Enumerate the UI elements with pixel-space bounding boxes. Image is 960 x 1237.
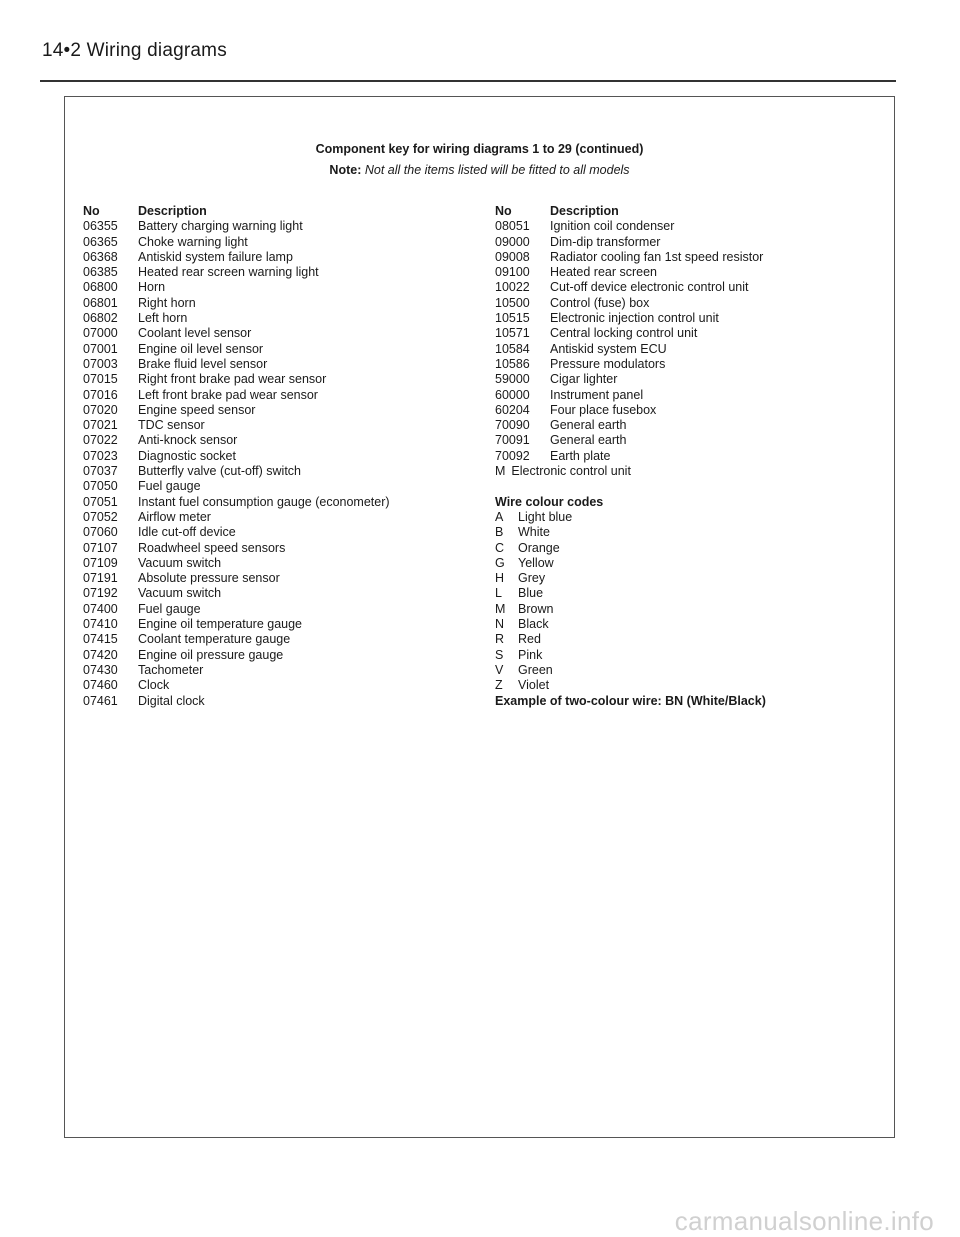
list-item [83, 342, 483, 357]
key-title: Component key for wiring diagrams 1 to 29 (continued) [315, 142, 644, 156]
colour-name: Brown [518, 601, 554, 616]
list-item [83, 663, 483, 678]
list-item [83, 571, 483, 586]
colour-code: V [495, 662, 504, 677]
item-desc: Left front brake pad wear sensor [138, 387, 318, 402]
item-desc: Fuel gauge [138, 479, 201, 494]
item-desc: Instrument panel [550, 387, 644, 402]
list-item [495, 219, 885, 234]
colour-code-item [495, 678, 885, 693]
item-no: 07016 [83, 387, 118, 402]
item-desc: Pressure modulators [550, 356, 666, 371]
item-desc: Cut-off device electronic control unit [550, 280, 749, 295]
item-desc: Antiskid system ECU [550, 341, 667, 356]
list-item [495, 311, 885, 326]
item-no: 07400 [83, 601, 118, 616]
item-desc: Tachometer [138, 662, 204, 677]
item-no: 06368 [83, 249, 118, 264]
item-no: 70090 [495, 418, 530, 433]
list-item [83, 433, 483, 448]
item-no: 07415 [83, 632, 118, 647]
colour-name: Green [518, 662, 553, 677]
item-desc: Vacuum switch [138, 586, 222, 601]
item-desc: Horn [138, 280, 166, 295]
colour-code-item [495, 648, 885, 663]
item-desc: General earth [550, 418, 627, 433]
list-item [83, 495, 483, 510]
item-no: 07050 [83, 479, 118, 494]
item-no: 06802 [83, 311, 118, 326]
list-item [83, 449, 483, 464]
list-item [83, 525, 483, 540]
item-desc: Electronic injection control unit [550, 311, 719, 326]
list-item [83, 510, 483, 525]
colour-code: M [495, 601, 506, 616]
item-desc: Choke warning light [138, 234, 248, 249]
item-desc: Clock [138, 678, 170, 693]
item-desc: Brake fluid level sensor [138, 356, 268, 371]
item-desc: Right horn [138, 295, 196, 310]
item-no: 60000 [495, 387, 530, 402]
list-item [83, 541, 483, 556]
colour-name: Yellow [518, 555, 554, 570]
item-desc: Earth plate [550, 448, 611, 463]
item-desc: Engine speed sensor [138, 402, 256, 417]
item-no: 09100 [495, 265, 530, 280]
component-list-right [495, 204, 885, 709]
colour-code: N [495, 617, 505, 632]
item-no: 09008 [495, 249, 530, 264]
colour-code-item [495, 617, 885, 632]
list-item [495, 464, 885, 479]
item-no: 07020 [83, 402, 118, 417]
item-desc: Cigar lighter [550, 372, 618, 387]
note-label: Note: [329, 163, 362, 177]
item-no: 07460 [83, 678, 118, 693]
list-item [495, 418, 885, 433]
item-no: 10500 [495, 295, 530, 310]
list-item [495, 403, 885, 418]
item-no: 06385 [83, 265, 118, 280]
item-no: 06800 [83, 280, 118, 295]
item-no: 07109 [83, 555, 118, 570]
list-item [83, 235, 483, 250]
item-desc: Diagnostic socket [138, 448, 236, 463]
item-no: 07037 [83, 464, 118, 479]
item-desc: Engine oil level sensor [138, 341, 264, 356]
list-item [83, 418, 483, 433]
colour-code: B [495, 525, 504, 540]
item-desc: Battery charging warning light [138, 219, 303, 234]
list-item [83, 479, 483, 494]
list-item [83, 311, 483, 326]
component-list-left [83, 204, 483, 709]
colour-code-item [495, 663, 885, 678]
item-desc: Four place fusebox [550, 402, 657, 417]
colour-code-item [495, 602, 885, 617]
item-desc: Vacuum switch [138, 555, 222, 570]
colour-code-item [495, 556, 885, 571]
item-no: 10022 [495, 280, 530, 295]
item-no: 07410 [83, 617, 118, 632]
colour-code-item [495, 586, 885, 601]
colour-name: Black [518, 617, 549, 632]
list-item [83, 678, 483, 693]
item-desc: Control (fuse) box [550, 295, 650, 310]
note-text: Not all the items listed will be fitted to all models [364, 163, 630, 177]
list-item [495, 449, 885, 464]
colour-code-item [495, 541, 885, 556]
colour-code-item [495, 525, 885, 540]
item-no: 06365 [83, 234, 118, 249]
item-no: 10586 [495, 356, 530, 371]
item-desc: Roadwheel speed sensors [138, 540, 286, 555]
list-item [83, 357, 483, 372]
list-item [495, 326, 885, 341]
item-no: 09000 [495, 234, 530, 249]
colour-code: Z [495, 678, 503, 693]
item-no: 07107 [83, 540, 118, 555]
item-no: 07023 [83, 448, 118, 463]
item-no: 70092 [495, 448, 530, 463]
colour-code: R [495, 632, 505, 647]
list-item [83, 464, 483, 479]
list-item [495, 433, 885, 448]
header-rule [40, 80, 896, 82]
key-note [65, 163, 894, 177]
item-desc: Fuel gauge [138, 601, 201, 616]
item-desc: General earth [550, 433, 627, 448]
column-header [83, 204, 483, 219]
colour-code: S [495, 647, 504, 662]
item-desc: Radiator cooling fan 1st speed resistor [550, 249, 764, 264]
list-item [83, 372, 483, 387]
list-item [83, 556, 483, 571]
item-desc: Right front brake pad wear sensor [138, 372, 327, 387]
col-desc-header: Description [550, 204, 619, 218]
item-desc: Coolant level sensor [138, 326, 252, 341]
list-item [495, 342, 885, 357]
item-desc: Butterfly valve (cut-off) switch [138, 464, 302, 479]
colour-name: Grey [518, 571, 546, 586]
item-no: 60204 [495, 402, 530, 417]
colour-code: H [495, 571, 505, 586]
colour-name: Light blue [518, 509, 573, 524]
item-desc: TDC sensor [138, 418, 205, 433]
item-no: 07430 [83, 662, 118, 677]
colour-code: A [495, 509, 504, 524]
list-item [83, 326, 483, 341]
list-item [495, 372, 885, 387]
list-item [83, 296, 483, 311]
item-no: 07461 [83, 693, 118, 708]
list-item [83, 388, 483, 403]
col-desc-header: Description [138, 204, 207, 218]
item-desc: Engine oil temperature gauge [138, 617, 303, 632]
colour-name: Red [518, 632, 541, 647]
item-desc: Absolute pressure sensor [138, 571, 280, 586]
item-desc: Anti-knock sensor [138, 433, 238, 448]
item-no: 08051 [495, 219, 530, 234]
item-no: 06355 [83, 219, 118, 234]
list-item [495, 235, 885, 250]
colour-name: Pink [518, 647, 543, 662]
item-no: 06801 [83, 295, 118, 310]
item-no: 70091 [495, 433, 530, 448]
colour-codes-title: Wire colour codes [495, 494, 604, 509]
list-item [495, 265, 885, 280]
list-item [83, 602, 483, 617]
colour-code-item [495, 632, 885, 647]
list-item [83, 617, 483, 632]
item-no: 10515 [495, 311, 530, 326]
item-desc: Digital clock [138, 693, 205, 708]
list-item [83, 219, 483, 234]
list-item [83, 694, 483, 709]
item-desc: Antiskid system failure lamp [138, 249, 293, 264]
item-no: 07021 [83, 418, 118, 433]
watermark: carmanualsonline.info [674, 1206, 934, 1236]
item-no: 07191 [83, 571, 118, 586]
item-desc: Left horn [138, 311, 188, 326]
colour-name: White [518, 525, 550, 540]
item-no: 07000 [83, 326, 118, 341]
colour-code: G [495, 555, 505, 570]
list-item [83, 586, 483, 601]
component-key-box [64, 96, 895, 1138]
item-no: 07003 [83, 356, 118, 371]
item-desc: Ignition coil condenser [550, 219, 675, 234]
item-desc: Coolant temperature gauge [138, 632, 291, 647]
colour-name: Orange [518, 540, 560, 555]
item-no: 07022 [83, 433, 118, 448]
list-item [83, 632, 483, 647]
item-no: M [495, 464, 506, 479]
item-no: 07051 [83, 494, 118, 509]
list-item [495, 280, 885, 295]
item-desc: Instant fuel consumption gauge (econometer) [138, 494, 390, 509]
item-no: 07001 [83, 341, 118, 356]
item-no: 10584 [495, 341, 530, 356]
list-item [83, 648, 483, 663]
list-item [495, 388, 885, 403]
list-item [83, 403, 483, 418]
item-no: 59000 [495, 372, 530, 387]
item-desc: Engine oil pressure gauge [138, 647, 284, 662]
colour-code: C [495, 540, 505, 555]
list-item [83, 280, 483, 295]
item-no: 07060 [83, 525, 118, 540]
item-desc: Heated rear screen warning light [138, 265, 319, 280]
col-no-header: No [495, 204, 512, 218]
colour-name: Violet [518, 678, 550, 693]
list-item [495, 250, 885, 265]
item-no: 07015 [83, 372, 118, 387]
item-desc: Heated rear screen [550, 265, 658, 280]
list-item [495, 296, 885, 311]
item-no: 07192 [83, 586, 118, 601]
colour-code: L [495, 586, 502, 601]
list-item [495, 357, 885, 372]
item-desc: Electronic control unit [511, 464, 631, 479]
col-no-header: No [83, 204, 100, 218]
item-desc: Idle cut-off device [138, 525, 236, 540]
list-item [83, 250, 483, 265]
item-desc: Dim-dip transformer [550, 234, 661, 249]
colour-name: Blue [518, 586, 544, 601]
colour-code-item [495, 510, 885, 525]
item-desc: Airflow meter [138, 509, 211, 524]
item-no: 07420 [83, 647, 118, 662]
item-no: 10571 [495, 326, 530, 341]
column-header [495, 204, 885, 219]
colour-code-item [495, 571, 885, 586]
two-colour-example: Example of two-colour wire: BN (White/Black) [495, 693, 766, 708]
item-desc: Central locking control unit [550, 326, 698, 341]
list-item [83, 265, 483, 280]
page-header: 14•2 Wiring diagrams [42, 40, 227, 61]
item-no: 07052 [83, 509, 118, 524]
